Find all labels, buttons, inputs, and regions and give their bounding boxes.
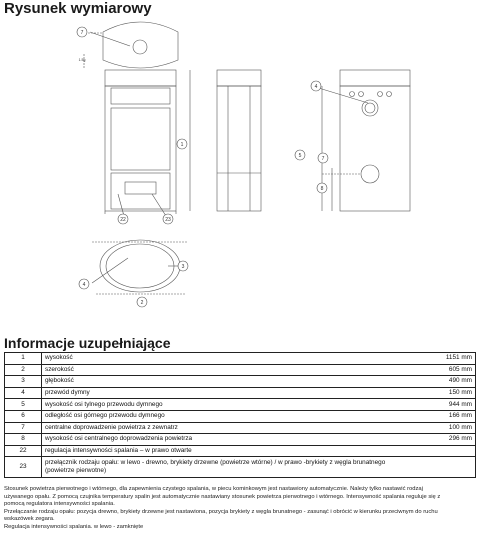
note-line: Przełączanie rodzaju opału: pozycja drewno, brykiety drzewne jest nastawiona, pozycja brykiety z węgla brunatnego - zasunąć i obrócić w kierunku przeciwnym do ruchu	[4, 508, 438, 515]
page-title: Rysunek wymiarowy	[4, 0, 152, 17]
label-plan-2: 2	[140, 300, 144, 306]
table-row	[5, 376, 476, 388]
row-number: 1	[5, 353, 42, 365]
row-value: 605 mm	[413, 364, 476, 376]
row-description-line1: przełącznik rodzaju opału: w lewo - drewno, brykiety drzewne (powietrze wtórne) / w prawo -brykiety z węgla brunatnego	[45, 459, 386, 467]
label-front-1: 1	[180, 142, 184, 148]
table-row	[5, 434, 476, 446]
row-value: 100 mm	[413, 422, 476, 434]
row-description: wysokość	[42, 353, 414, 365]
row-number: 8	[5, 434, 42, 446]
row-number: 3	[5, 376, 42, 388]
table-row	[5, 353, 476, 365]
label-front-22: 22	[120, 217, 126, 223]
table-row	[5, 422, 476, 434]
note-line: Stosunek powietrza pierwotnego i wtórnego, dla zapewnienia czystego spalania, w piecu kominkowym jest nastawiony automatycznie. Należy tylko nastawić rodzaj	[4, 486, 423, 492]
note-line: używanego opału. Z pomocą czujnika temperatury spalin jest automatycznie nastawiany stosunek powietrza pierwotnego i wtórnego. Intensywność spalania reguluje się z	[4, 493, 441, 500]
row-description	[42, 457, 414, 478]
row-number: 4	[5, 387, 42, 399]
label-rear-4: 4	[314, 84, 318, 90]
row-description: szerokość	[42, 364, 414, 376]
row-description: odległość osi górnego przewodu dymnego	[42, 410, 414, 422]
row-description: przewód dymny	[42, 387, 414, 399]
row-value: 944 mm	[413, 399, 476, 411]
label-top-7: 7	[80, 30, 84, 36]
row-value: 296 mm	[413, 434, 476, 446]
table-row	[5, 399, 476, 411]
label-front-23: 23	[165, 217, 171, 223]
info-section-title: Informacje uzupełniające	[4, 335, 171, 351]
label-top-dim: 1.5g	[78, 58, 86, 62]
row-number: 6	[5, 410, 42, 422]
row-number: 7	[5, 422, 42, 434]
note-line: pomocą regulatora intensywności spalania.	[4, 501, 115, 508]
row-number: 23	[5, 457, 42, 478]
label-rear-7: 7	[321, 156, 325, 162]
dimension-drawings	[0, 18, 480, 318]
row-number: 5	[5, 399, 42, 411]
label-rear-5: 5	[298, 153, 302, 159]
row-value	[413, 445, 476, 457]
row-number: 22	[5, 445, 42, 457]
row-value	[413, 457, 476, 478]
row-description: głębokość	[42, 376, 414, 388]
label-plan-4: 4	[82, 282, 86, 288]
row-description: centralne doprowadzenie powietrza z zewnatrz	[42, 422, 414, 434]
notes-section	[4, 486, 476, 532]
table-row	[5, 457, 476, 478]
row-description: wysokość osi tylnego przewodu dymnego	[42, 399, 414, 411]
row-description: regulacja intensywności spalania – w prawo otwarte	[42, 445, 414, 457]
specs-table	[4, 352, 476, 478]
row-number: 2	[5, 364, 42, 376]
top-view-drawing	[82, 22, 178, 68]
table-row	[5, 364, 476, 376]
table-row	[5, 387, 476, 399]
row-description-line2: (powietrze pierwotne)	[45, 467, 107, 475]
label-plan-3: 3	[181, 264, 185, 270]
plan-view-drawing	[92, 240, 188, 294]
table-row	[5, 445, 476, 457]
label-rear-8: 8	[320, 186, 324, 192]
note-line: Regulacja intensywności spalania. w lewo - zamknięte	[4, 523, 144, 530]
row-value: 490 mm	[413, 376, 476, 388]
row-value: 166 mm	[413, 410, 476, 422]
row-value: 150 mm	[413, 387, 476, 399]
row-description: wysokość osi centralnego doprowadzenia powietrza	[42, 434, 414, 446]
note-line: wskazówek zegara.	[4, 516, 55, 523]
table-row	[5, 410, 476, 422]
side-view-drawing	[217, 70, 261, 211]
row-value: 1151 mm	[413, 353, 476, 365]
